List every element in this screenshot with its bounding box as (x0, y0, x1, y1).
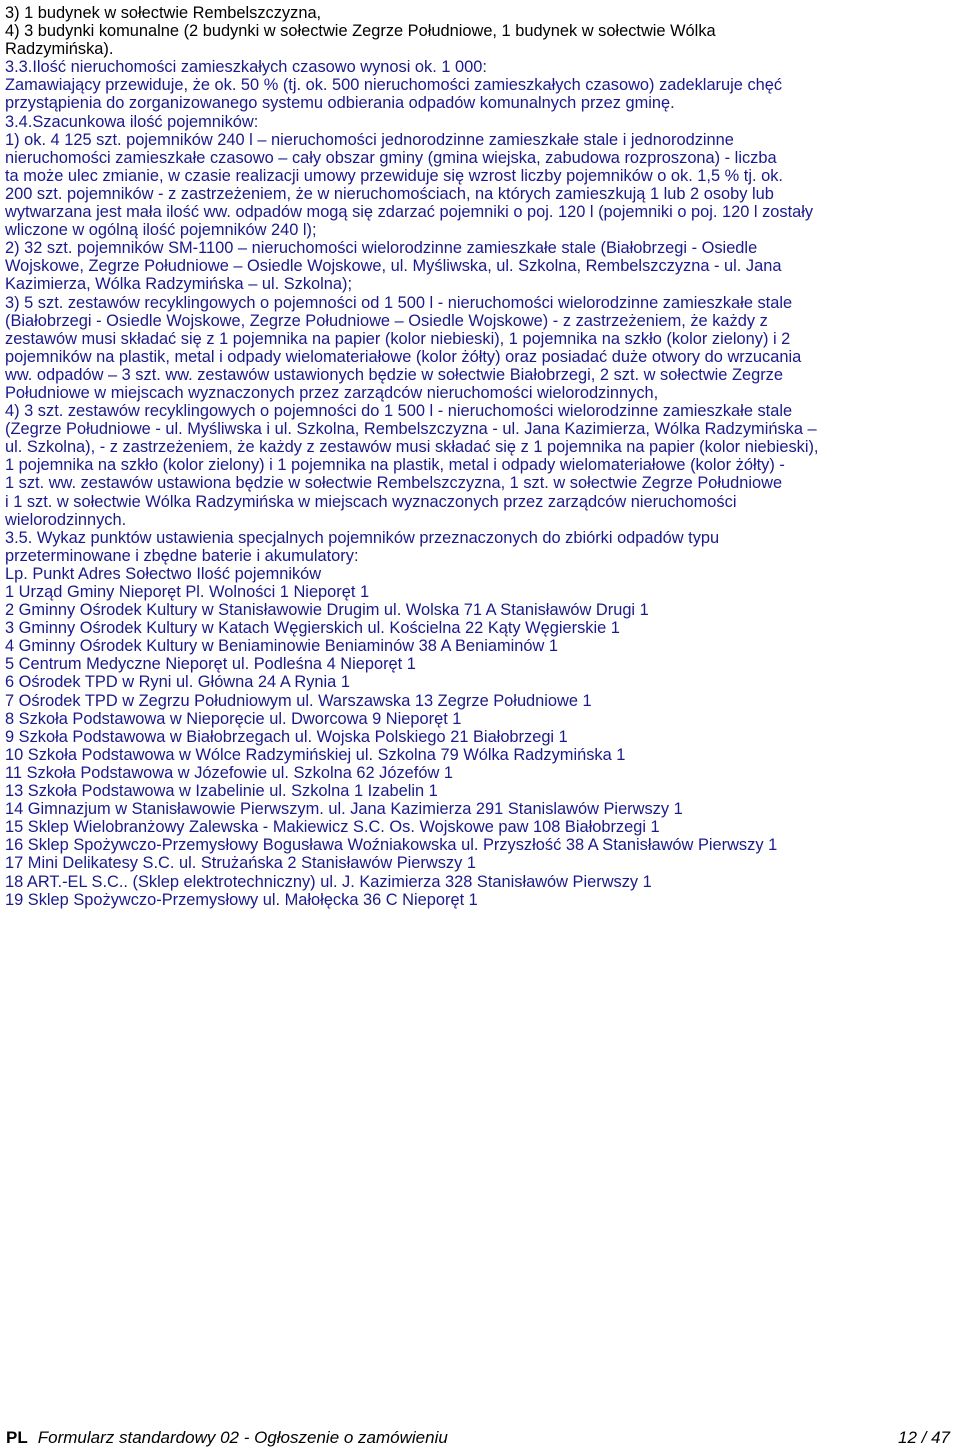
text-line (5, 583, 955, 601)
text-line (5, 58, 955, 76)
text-line (5, 619, 955, 637)
text-run: 1) ok. 4 125 szt. pojemników 240 l – nieruchomości jednorodzinne zamieszkałe stale i jednorodzinne (5, 130, 734, 149)
text-run: 16 Sklep Spożywczo-Przemysłowy Bogusława Woźniakowska ul. Przyszłość 38 A Stanisławów Pierwszy 1 (5, 836, 778, 855)
footer-language-code: PL (6, 1428, 28, 1447)
text-line (5, 873, 955, 891)
text-run: 8 Szkoła Podstawowa w Nieporęcie ul. Dworcowa 9 Nieporęt 1 (5, 709, 462, 728)
text-line (5, 330, 955, 348)
text-line (5, 891, 955, 909)
text-run: 7 Ośrodek TPD w Zegrzu Południowym ul. Warszawska 13 Zegrze Południowe 1 (5, 691, 592, 710)
text-run: 6 Ośrodek TPD w Ryni ul. Główna 24 A Rynia 1 (5, 673, 350, 692)
text-line (5, 40, 955, 58)
text-run: 19 Sklep Spożywczo-Przemysłowy ul. Małołęcka 36 C Nieporęt 1 (5, 890, 478, 909)
text-line (5, 384, 955, 402)
text-line (5, 710, 955, 728)
text-run: 3) 5 szt. zestawów recyklingowych o pojemności od 1 500 l - nieruchomości wielorodzinne zamieszkałe stale (5, 293, 793, 312)
text-run: Południowe w miejscach wyznaczonych przez zarządców nieruchomości wielorodzinnych, (5, 383, 659, 402)
text-line (5, 402, 955, 420)
text-line (5, 565, 955, 583)
text-run: ul. Szkolna), - z zastrzeżeniem, że każdy z zestawów musi składać się z 1 pojemnika na papier (kolor niebieski), (5, 438, 819, 457)
text-line (5, 529, 955, 547)
text-run: 18 ART.-EL S.C.. (Sklep elektrotechniczny) ul. J. Kazimierza 328 Stanisławów Pierwszy 1 (5, 872, 652, 891)
text-line (5, 818, 955, 836)
text-run: 11 Szkoła Podstawowa w Józefowie ul. Szkolna 62 Józefów 1 (5, 763, 453, 782)
text-line (5, 275, 955, 293)
text-run: 1 pojemnika na szkło (kolor zielony) i 1 pojemnika na plastik, metal i odpady wielomateriałowe (kolor żółty) - (5, 456, 785, 475)
text-run: 3.4.Szacunkowa ilość pojemników: (5, 112, 259, 131)
text-run: Lp. Punkt Adres Sołectwo Ilość pojemników (5, 564, 322, 583)
text-run: 3 Gminny Ośrodek Kultury w Katach Węgierskich ul. Kościelna 22 Kąty Węgierskie 1 (5, 619, 620, 638)
text-run: wielorodzinnych. (5, 510, 127, 529)
text-run: 4) 3 budynki komunalne (2 budynki w sołectwie Zegrze Południowe, 1 budynek w sołectwie Wólka (5, 22, 716, 41)
text-line (5, 113, 955, 131)
text-run: Zamawiający przewiduje, że ok. 50 % (tj. ok. 500 nieruchomości zamieszkałych czasowo) zadeklaruje chęć (5, 76, 783, 95)
text-line (5, 547, 955, 565)
text-run: (Zegrze Południowe - ul. Myśliwska i ul. Szkolna, Rembelszczyzna - ul. Jana Kazimierza, Wólka Radzymińska – (5, 420, 817, 439)
text-line (5, 348, 955, 366)
text-run: (Białobrzegi - Osiedle Wojskowe, Zegrze Południowe – Osiedle Wojskowe) - z zastrzeżeniem, że każdy z (5, 311, 768, 330)
text-run: 3.3.Ilość nieruchomości zamieszkałych czasowo wynosi ok. 1 000: (5, 58, 487, 77)
footer-form-title: Formularz standardowy 02 - Ogłoszenie o zamówieniu (37, 1428, 448, 1447)
text-line (5, 131, 955, 149)
text-run: 9 Szkoła Podstawowa w Białobrzegach ul. Wojska Polskiego 21 Białobrzegi 1 (5, 727, 568, 746)
text-run: ww. odpadów – 3 szt. ww. zestawów ustawionych będzie w sołectwie Białobrzegi, 2 szt. w sołectwie Zegrze (5, 365, 783, 384)
page-footer (6, 1428, 950, 1448)
text-run: 4 Gminny Ośrodek Kultury w Beniaminowie Beniaminów 38 A Beniaminów 1 (5, 637, 558, 656)
text-line (5, 76, 955, 94)
footer-page-number: 12 / 47 (898, 1428, 950, 1447)
text-run: Wojskowe, Zegrze Południowe – Osiedle Wojskowe, ul. Myśliwska, ul. Szkolna, Rembelszczyzna - ul. Jana (5, 257, 782, 276)
text-line (5, 438, 955, 456)
text-line (5, 673, 955, 691)
text-line (5, 185, 955, 203)
text-run: 200 szt. pojemników - z zastrzeżeniem, że w nieruchomościach, na których zamieszkują 1 lub 2 osoby lub (5, 184, 774, 203)
text-line (5, 746, 955, 764)
text-line (5, 692, 955, 710)
text-line (5, 203, 955, 221)
text-line (5, 294, 955, 312)
text-run: wytwarzana jest mała ilość ww. odpadów mogą się zdarzać pojemniki o poj. 120 l (pojemniki o poj. 120 l zostały (5, 203, 814, 222)
text-line (5, 4, 955, 22)
text-run: pojemników na plastik, metal i odpady wielomateriałowe (kolor żółty) oraz posiadać duże otwory do wrzucania (5, 347, 802, 366)
text-line (5, 637, 955, 655)
text-run: nieruchomości zamieszkałe czasowo – cały obszar gminy (gmina wiejska, zabudowa rozproszona) - liczba (5, 148, 777, 167)
text-run: 17 Mini Delikatesy S.C. ul. Strużańska 2 Stanisławów Pierwszy 1 (5, 854, 476, 873)
text-line (5, 836, 955, 854)
text-line (5, 149, 955, 167)
text-run: 3) 1 budynek w sołectwie Rembelszczyzna, (5, 4, 322, 22)
text-run: 3.5. Wykaz punktów ustawienia specjalnych pojemników przeznaczonych do zbiórki odpadów typu (5, 528, 720, 547)
text-run: 14 Gimnazjum w Stanisławowie Pierwszym. ul. Jana Kazimierza 291 Stanislawów Pierwszy 1 (5, 800, 683, 819)
text-run: Kazimierza, Wólka Radzymińska – ul. Szkolna); (5, 275, 353, 294)
text-run: i 1 szt. w sołectwie Wólka Radzymińska w miejscach wyznaczonych przez zarządców nieruchomości (5, 492, 737, 511)
document-body (5, 4, 955, 909)
text-line (5, 167, 955, 185)
text-line (5, 854, 955, 872)
text-run: przeterminowane i zbędne baterie i akumulatory: (5, 546, 359, 565)
text-line (5, 456, 955, 474)
text-line (5, 257, 955, 275)
text-run: 1 Urząd Gminy Nieporęt Pl. Wolności 1 Nieporęt 1 (5, 583, 370, 601)
text-line (5, 474, 955, 492)
text-run: 2 Gminny Ośrodek Kultury w Stanisławowie Drugim ul. Wolska 71 A Stanisławów Drugi 1 (5, 601, 649, 620)
text-line (5, 312, 955, 330)
text-line (5, 493, 955, 511)
text-run: 10 Szkoła Podstawowa w Wólce Radzymińskiej ul. Szkolna 79 Wólka Radzymińska 1 (5, 745, 626, 764)
text-line (5, 94, 955, 112)
text-run: zestawów musi składać się z 1 pojemnika na papier (kolor niebieski), 1 pojemnika na szkło (kolor zielony) i 2 (5, 329, 791, 348)
text-run: przystąpienia do zorganizowanego systemu odbierania odpadów komunalnych przez gminę. (5, 94, 675, 113)
text-line (5, 366, 955, 384)
text-run: 15 Sklep Wielobranżowy Zalewska - Makiewicz S.C. Os. Wojskowe paw 108 Białobrzegi 1 (5, 818, 660, 837)
text-line (5, 800, 955, 818)
text-line (5, 655, 955, 673)
text-line (5, 221, 955, 239)
text-run: 4) 3 szt. zestawów recyklingowych o pojemności do 1 500 l - nieruchomości wielorodzinne zamieszkałe stale (5, 402, 793, 421)
text-line (5, 782, 955, 800)
text-line (5, 764, 955, 782)
text-line (5, 239, 955, 257)
text-run: 13 Szkoła Podstawowa w Izabelinie ul. Szkolna 1 Izabelin 1 (5, 782, 438, 801)
text-line (5, 511, 955, 529)
text-run: 1 szt. ww. zestawów ustawiona będzie w sołectwie Rembelszczyzna, 1 szt. w sołectwie Zegrze Południowe (5, 474, 783, 493)
text-run: ta może ulec zmianie, w czasie realizacji umowy przewiduje się wzrost liczby pojemników o ok. 1,5 % tj. ok. (5, 166, 783, 185)
text-run: 2) 32 szt. pojemników SM-1100 – nieruchomości wielorodzinne zamieszkałe stale (Białobrzegi - Osiedle (5, 239, 758, 258)
text-line (5, 22, 955, 40)
text-run: 5 Centrum Medyczne Nieporęt ul. Podleśna 4 Nieporęt 1 (5, 655, 416, 674)
text-line (5, 601, 955, 619)
text-run: wliczone w ogólną ilość pojemników 240 l); (5, 221, 317, 240)
text-line (5, 420, 955, 438)
text-run: Radzymińska). (5, 40, 114, 59)
text-line (5, 728, 955, 746)
